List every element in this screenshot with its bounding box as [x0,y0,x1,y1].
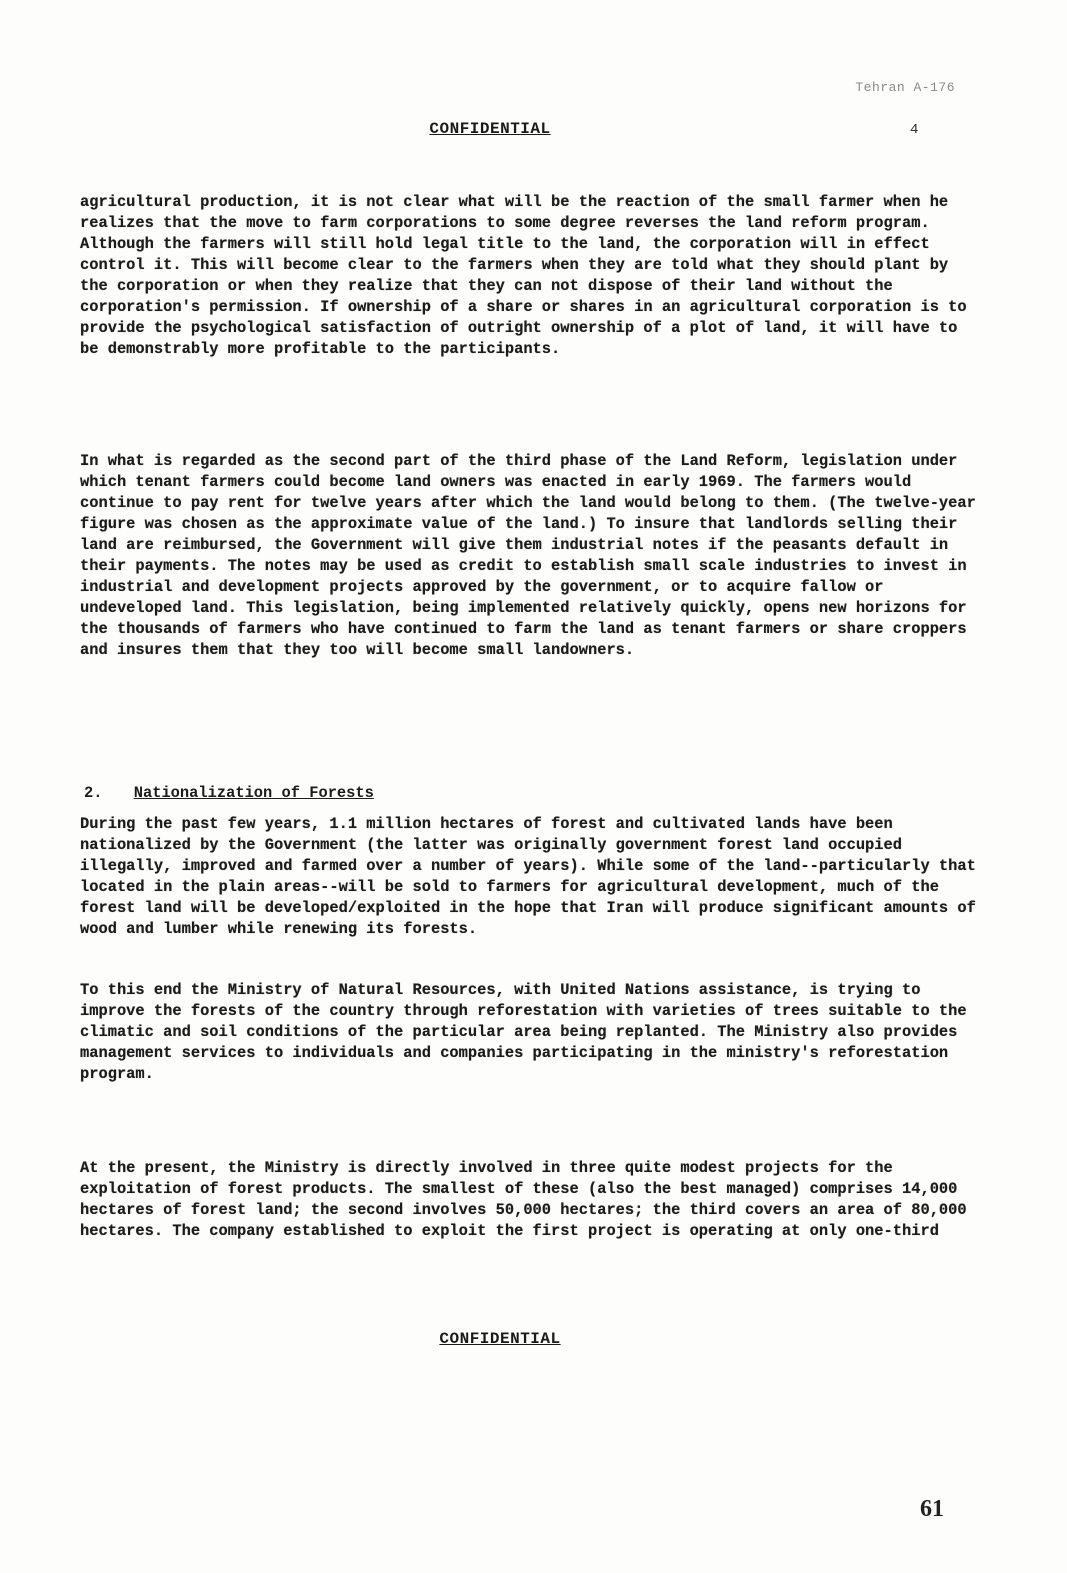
classification-header: CONFIDENTIAL [429,120,551,138]
section-heading [84,784,374,802]
paragraph-forest-nationalization: During the past few years, 1.1 million hectares of forest and cultivated lands have been nationalized by the Government (the latter was originally government forest land occupied illegally, improved and farmed over a number of years). While some of the land--particularly that located in the plain areas--will be sold to farmers for agricultural development, much of the forest land will be developed/exploited in the hope that Iran will produce significant amounts of wood and lumber while renewing its forests. [80,815,976,938]
paragraph-forest-projects: At the present, the Ministry is directly involved in three quite modest projects for the exploitation of forest products. The smallest of these (also the best managed) comprises 14,000 hectares of forest land; the second involves 50,000 hectares; the third covers an area of 80,000 hectares. The company established to exploit the first project is operating at only one-third [80,1159,967,1240]
section-number: 2. [84,784,103,802]
section-title: Nationalization of Forests [133,784,374,802]
document-reference: Tehran A-176 [855,80,955,95]
classification-footer: CONFIDENTIAL [439,1330,561,1348]
paragraph-reforestation: To this end the Ministry of Natural Resources, with United Nations assistance, is trying to improve the forests of the country through reforestation with varieties of trees suitable to the climatic and soil conditions of the particular area being replanted. The Ministry also provides management services to individuals and companies participating in the ministry's reforestation program. [80,981,967,1083]
paragraph-third-phase-land-reform: In what is regarded as the second part of the third phase of the Land Reform, legislation under which tenant farmers could become land owners was enacted in early 1969. The farmers would continue to pay rent for twelve years after which the land would belong to them. (The twelve-year figure was chosen as the approximate value of the land.) To insure that landlords selling their land are reimbursed, the Government will give them industrial notes if the peasants default in their payments. The notes may be used as credit to establish small scale industries to invest in industrial and development projects approved by the government, or to acquire fallow or undeveloped land. This legislation, being implemented relatively quickly, opens new horizons for the thousands of farmers who have continued to farm the land as tenant farmers or share croppers and insures them that they too will become small landowners. [80,452,976,659]
paragraph-agricultural-corporations: agricultural production, it is not clear what will be the reaction of the small farmer when he realizes that the move to farm corporations to some degree reverses the land reform program. Although the farmers will still hold legal title to the land, the corporation will in effect control it. This will become clear to the farmers when they are told what they should plant by the corporation or when they realize that they can not dispose of their land without the corporation's permission. If ownership of a share or shares in an agricultural corporation is to provide the psychological satisfaction of outright ownership of a plot of land, it will have to be demonstrably more profitable to the participants. [80,193,967,358]
page-index: 4 [910,122,919,138]
folio-number: 61 [920,1496,944,1522]
